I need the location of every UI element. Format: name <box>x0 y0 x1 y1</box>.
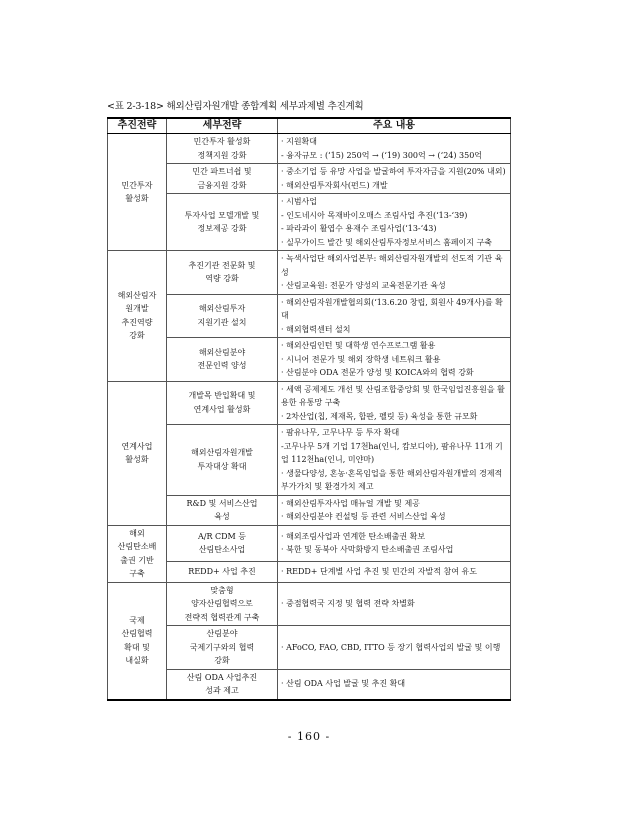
contents-cell <box>278 251 511 295</box>
table-row <box>108 251 511 295</box>
sub-strategy-cell: 산림분야 국제기구와의 협력 강화 <box>167 626 278 670</box>
sub-strategy-cell: 민간 파트너쉽 및 금융지원 강화 <box>167 164 278 194</box>
content-item: -고무나무 5개 기업 17천ha(인니, 캄보디아), 팜유나무 11개 기업 112천ha(인니, 미얀마) <box>281 441 503 464</box>
content-item: · 해외협력센터 설치 <box>281 324 351 334</box>
content-item: · 해외산림인턴 및 대학생 연수프로그램 활용 <box>281 341 436 350</box>
contents-cell <box>278 525 511 562</box>
table-row <box>108 495 511 525</box>
content-item: · 북한 및 동북아 사막화방지 탄소배출권 조림사업 <box>281 545 454 555</box>
table-header-row <box>108 118 511 134</box>
header-strategy: 추진전략 <box>108 118 167 134</box>
header-contents: 주요 내용 <box>278 118 511 134</box>
table-row <box>108 194 511 251</box>
sub-strategy-cell: REDD+ 사업 추진 <box>167 562 278 582</box>
content-item: · 중소기업 등 유망 사업을 발굴하여 투자자금을 지원(20% 내외) <box>281 167 506 176</box>
content-item: · REDD+ 단계별 사업 추진 및 민간의 자발적 참여 유도 <box>281 567 477 577</box>
sub-strategy-cell: 해외산림분야 전문인력 양성 <box>167 338 278 382</box>
strategy-cell: 해외 산림탄소배 출권 기반 구축 <box>108 525 167 582</box>
sub-strategy-cell: 추진기관 전문화 및 역량 강화 <box>167 251 278 295</box>
content-item: · 세액 공제제도 개선 및 산림조합중앙회 및 한국임업진흥원을 활용한 유통망 구축 <box>281 384 505 407</box>
table-row <box>108 525 511 562</box>
table-row <box>108 669 511 700</box>
strategy-cell: 연계사업 활성화 <box>108 381 167 525</box>
contents-cell <box>278 582 511 626</box>
contents-cell <box>278 134 511 164</box>
table-row <box>108 425 511 496</box>
contents-cell <box>278 381 511 425</box>
content-item: - 인도네시아 목재바이오매스 조림사업 추진(‘13-‘39) <box>281 210 468 220</box>
content-item: · 지원확대 <box>281 137 317 146</box>
content-item: · 팜유나무, 고무나무 등 투자 확대 <box>281 428 400 437</box>
contents-cell <box>278 164 511 194</box>
sub-strategy-cell: 산림 ODA 사업추진 성과 제고 <box>167 669 278 700</box>
sub-strategy-cell: A/R CDM 등 산림탄소사업 <box>167 525 278 562</box>
table-row <box>108 381 511 425</box>
contents-cell <box>278 194 511 251</box>
contents-cell <box>278 495 511 525</box>
strategy-cell: 민간투자 활성화 <box>108 134 167 251</box>
table-row <box>108 338 511 382</box>
content-item: · 시니어 전문가 및 해외 장학생 네트워크 활용 <box>281 354 441 364</box>
contents-cell <box>278 669 511 700</box>
table-row <box>108 134 511 164</box>
table-row <box>108 582 511 626</box>
content-item: · 해외산림자원개발협의회(‘13.6.20 창립, 회원사 49개사)를 확대 <box>281 297 503 320</box>
contents-cell <box>278 338 511 382</box>
table-caption: <표 2-3-18> 해외산림자원개발 종합계획 세부과제별 추진계획 <box>107 101 364 112</box>
contents-cell <box>278 626 511 670</box>
content-item: · 해외산림분야 컨설팅 등 관련 서비스산업 육성 <box>281 512 446 521</box>
sub-strategy-cell: 맞춤형 양자산림협력으로 전략적 협력관계 구축 <box>167 582 278 626</box>
content-item: · 해외조림사업과 연계한 탄소배출권 확보 <box>281 531 426 541</box>
content-item: · 녹색사업단 해외사업본부: 해외산림자원개발의 선도적 기관 육성 <box>281 254 503 277</box>
table-row <box>108 164 511 194</box>
content-item: · 해외산림투자회사(펀드) 개발 <box>281 180 388 190</box>
content-item: · 시범사업 <box>281 197 317 206</box>
sub-strategy-cell: 해외산림자원개발 투자대상 확대 <box>167 425 278 496</box>
page-number: - 160 - <box>287 730 331 743</box>
contents-cell <box>278 425 511 496</box>
content-item: · 2차산업(칩, 제재목, 합판, 펠릿 등) 육성을 통한 규모화 <box>281 411 478 421</box>
content-item: · AFoCO, FAO, CBD, ITTO 등 장기 협력사업의 발굴 및 이행 <box>281 642 501 652</box>
content-item: - 융자규모 : (‘15) 250억 → (‘19) 300억 → (‘24) 350억 <box>281 150 483 160</box>
sub-strategy-cell: 개발목 반입확대 및 연계사업 활성화 <box>167 381 278 425</box>
contents-cell <box>278 562 511 582</box>
content-item: · 중점협력국 지정 및 협력 전략 차별화 <box>281 599 415 608</box>
content-item: · 생물다양성, 혼농·혼목임업을 통한 해외산림자원개발의 경제적 부가가치 및 환경가치 제고 <box>281 468 503 491</box>
content-item: · 실무가이드 발간 및 해외산림투자정보서비스 홈페이지 구축 <box>281 237 492 247</box>
content-item: · 산림교육원: 전문가 양성의 교육전문기관 육성 <box>281 281 446 290</box>
table-row <box>108 562 511 582</box>
contents-cell <box>278 294 511 338</box>
content-item: · 산림 ODA 사업 발굴 및 추진 확대 <box>281 679 406 689</box>
content-item: · 해외산림투자사업 매뉴얼 개발 및 제공 <box>281 498 420 508</box>
table-row <box>108 294 511 338</box>
strategy-cell: 국제 산림협력 확대 및 내실화 <box>108 582 167 700</box>
strategy-cell: 해외산림자 원개발 추진역량 강화 <box>108 251 167 382</box>
content-item: · 산림분야 ODA 전문가 양성 및 KOICA와의 협력 강화 <box>281 368 474 377</box>
content-item: - 파라과이 활엽수 용재수 조림사업(‘13-‘43) <box>281 224 437 233</box>
sub-strategy-cell: 해외산림투자 지원기관 설치 <box>167 294 278 338</box>
sub-strategy-cell: R&D 및 서비스산업 육성 <box>167 495 278 525</box>
table-body <box>108 134 511 700</box>
sub-strategy-cell: 투자사업 모델개발 및 정보제공 강화 <box>167 194 278 251</box>
sub-strategy-cell: 민간투자 활성화 정책지원 강화 <box>167 134 278 164</box>
header-sub-strategy: 세부전략 <box>167 118 278 134</box>
table-row <box>108 626 511 670</box>
strategy-table <box>107 117 511 701</box>
